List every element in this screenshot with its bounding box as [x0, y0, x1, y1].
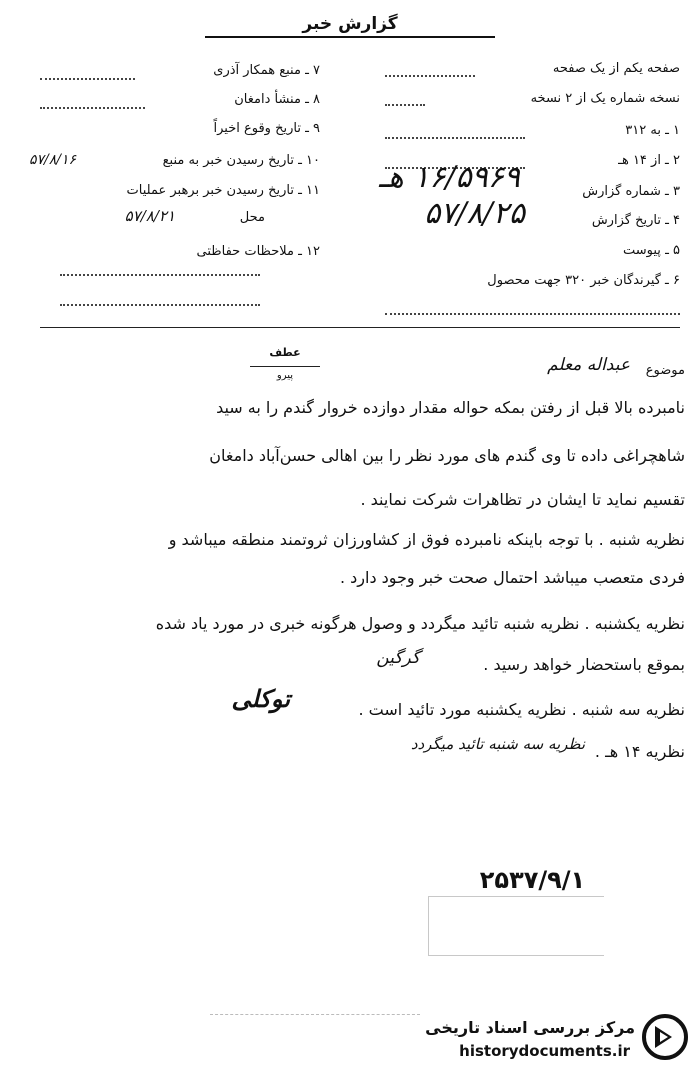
dotted-line: [385, 75, 475, 77]
body-line-8: نظریه سه شنبه . نظریه یکشنبه مورد تائید است .: [358, 700, 685, 719]
body-line-5: فردی متعصب میباشد احتمال صحت خبر وجود دارد .: [339, 568, 685, 587]
subject-label: موضوع: [645, 363, 685, 378]
field-attachment: ۵ ـ پیوست: [623, 243, 680, 258]
field-recipients: ۶ ـ گیرندگان خبر ۳۲۰ جهت محصول: [487, 273, 680, 288]
stamp-followup: پیرو: [276, 370, 294, 381]
field-received-by-leader: ۱۱ ـ تاریخ رسیدن خبر برهبر عملیات: [126, 183, 320, 198]
dotted-line: [60, 274, 260, 276]
archive-stamp-box: [428, 896, 604, 956]
footer-org-name: مرکز بررسی اسناد تاریخی: [425, 1018, 635, 1037]
handwritten-report-number: ۱۶/۵۹۶۹ هـ: [379, 160, 520, 195]
dotted-line: [40, 107, 145, 109]
field-place: محل: [239, 210, 265, 225]
body-line-9: نظریه ۱۴ هـ .: [594, 742, 685, 761]
body-line-3: تقسیم نماید تا ایشان در تظاهرات شرکت نمایند .: [360, 490, 685, 509]
field-occurrence-date: ۹ ـ تاریخ وقوع اخیراً: [213, 121, 320, 136]
field-report-date: ۴ ـ تاریخ گزارش: [591, 213, 680, 228]
signature-gorgin: گرگین: [376, 648, 420, 668]
field-received-by-source: ۱۰ ـ تاریخ رسیدن خبر به منبع: [162, 153, 320, 168]
scan-mark: [210, 1014, 420, 1023]
copy-info: نسخه شماره یک از ۲ نسخه: [530, 91, 680, 106]
field-security-notes: ۱۲ ـ ملاحظات حفاظتی: [196, 244, 320, 259]
dotted-line: [40, 78, 135, 80]
body-line-4: نظریه شنبه . با توجه باینکه نامبرده فوق از کشاورزان ثروتمند منطقه میباشد و: [168, 530, 685, 549]
handwritten-report-date: ۵۷/۸/۲۵: [424, 196, 525, 231]
page-info: صفحه یکم از یک صفحه: [552, 61, 680, 76]
signature-tavakoli: توکلی: [231, 684, 290, 713]
field-source: ۷ ـ منبع همکار آذری: [213, 63, 320, 78]
stamp-reference: عطف: [269, 346, 301, 359]
subject-value: عبداله معلم: [547, 355, 630, 375]
dotted-line: [385, 104, 425, 106]
received-by-leader-value: ۵۷/۸/۲۱: [124, 207, 175, 225]
body-line-2: شاهچراغی داده تا وی گندم های مورد نظر را بین اهالی حسن‌آباد دامغان: [209, 446, 685, 465]
body-line-1: نامبرده بالا قبل از رفتن بمکه حواله مقدار دوازده خروار گندم را به سید: [216, 398, 685, 417]
separator: [40, 327, 680, 328]
field-origin: ۸ ـ منشأ دامغان: [234, 92, 320, 107]
body-line-7: بموقع باستحضار خواهد رسید .: [483, 655, 685, 674]
stamp-divider: [250, 366, 320, 367]
report-title: گزارش خبر: [205, 14, 495, 38]
dotted-line: [385, 137, 525, 139]
received-by-source-value: ۵۷/۸/۱۶: [28, 152, 76, 168]
field-from: ۲ ـ از ۱۴ هـ: [618, 153, 680, 168]
footer-url: historydocuments.ir: [459, 1042, 630, 1060]
dotted-line: [385, 313, 680, 315]
dotted-line: [60, 304, 260, 306]
body-line-6: نظریه یکشنبه . نظریه شنبه تائید میگردد و وصول هرگونه خبری در مورد یاد شده: [155, 614, 685, 633]
archive-logo-icon: [640, 1012, 690, 1062]
archive-date: ۲۵۳۷/۹/۱: [479, 866, 586, 894]
field-to: ۱ ـ به ۳۱۲: [625, 123, 680, 138]
handwritten-note: نظریه سه شنبه تائید میگردد: [410, 735, 585, 753]
field-report-number: ۳ ـ شماره گزارش: [582, 184, 680, 199]
